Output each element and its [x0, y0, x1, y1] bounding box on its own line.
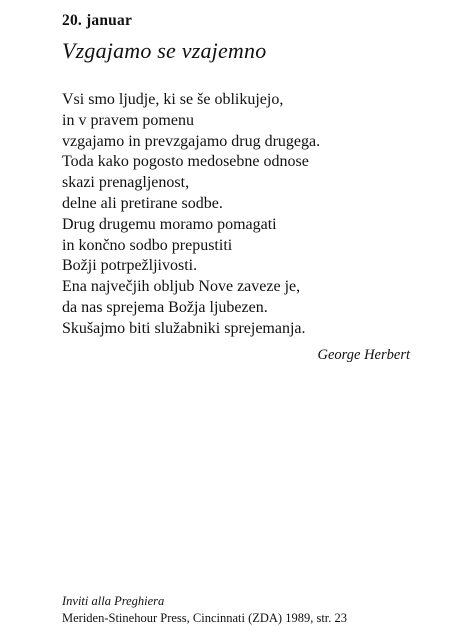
poem-line: Božji potrpežljivosti.	[62, 257, 198, 275]
source-citation	[62, 593, 347, 626]
poem-line: skazi prenagljenost,	[62, 174, 190, 192]
page-title: Vzgajamo se vzajemno	[62, 38, 267, 63]
poem-line: Ena največjih obljub Nove zaveze je,	[62, 278, 301, 296]
poem-line: in v pravem pomenu	[62, 111, 194, 129]
poem-line: Vsi smo ljudje, ki se še oblikujejo,	[62, 91, 284, 108]
poem-line: delne ali pretirane sodbe.	[62, 194, 223, 212]
poem-line: in končno sodbo prepustiti	[62, 236, 233, 254]
poem-line: Skušajmo biti služabniki sprejemanja.	[62, 319, 306, 337]
page-date: 20. januar	[62, 12, 133, 29]
poem-line: Drug drugemu moramo pomagati	[62, 215, 277, 233]
poem-line: da nas sprejema Božja ljubezen.	[62, 298, 268, 316]
poem-line: vzgajamo in prevzgajamo drug drugega.	[62, 132, 321, 150]
source-work-title: Inviti alla Preghiera	[62, 594, 165, 608]
poem-text	[62, 90, 422, 340]
poem-line: Toda kako pogosto medosebne odnose	[62, 153, 309, 171]
poem-author: George Herbert	[317, 347, 410, 363]
source-publication: Meriden-Stinehour Press, Cincinnati (ZDA) 1989, str. 23	[62, 610, 348, 625]
